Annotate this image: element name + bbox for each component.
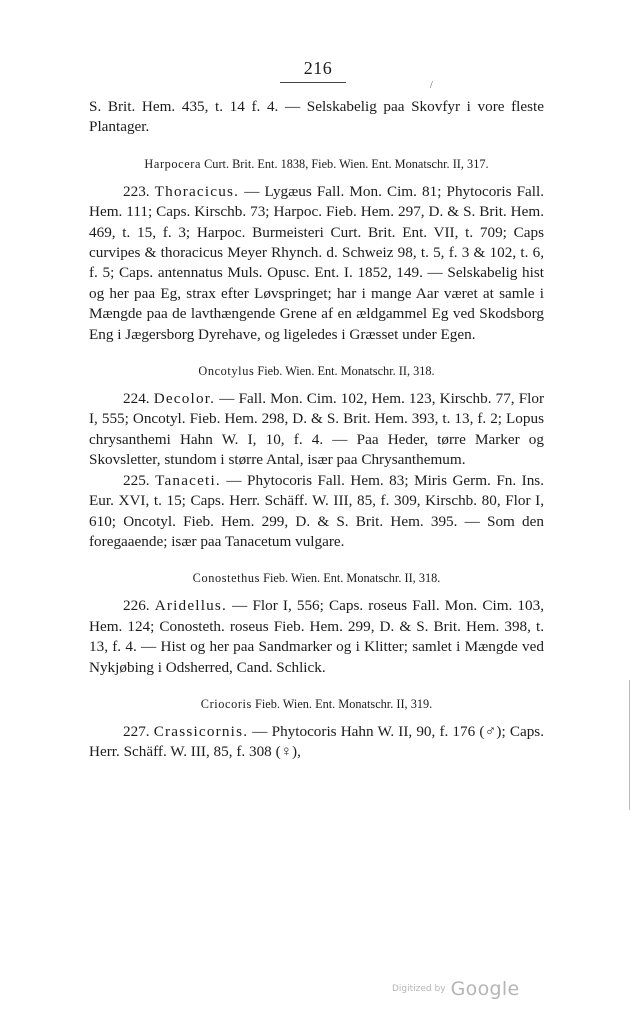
watermark-small-text: Digitized by	[392, 984, 446, 994]
genus-name: Criocoris	[200, 696, 252, 711]
google-watermark	[392, 978, 562, 1000]
genus-heading-oncotylus: Oncotylus Fieb. Wien. Ent. Monatschr. II, 318.	[198, 364, 435, 379]
species-name: Thoracicus.	[154, 182, 240, 200]
paragraph-continuation: S. Brit. Hem. 435, t. 14 f. 4. — Selskabelig paa Skovfyr i vore fleste Plantager.	[89, 98, 544, 136]
entry-text: — Fall. Mon. Cim. 102, Hem. 123, Kirschb. 77, Flor I, 555; Oncotyl. Fieb. Hem. 298, D. & S. Brit. Hem. 393, t. 13, f. 2; Lopus chrysanthemi Hahn W. I, 10, f. 4. — Paa Heder, tørre Marker og Skovsletter, stundom i større Antal, især paa Chrysanthemum.	[89, 390, 545, 469]
species-entry-223	[89, 182, 544, 345]
genus-heading-conostethus: Conostethus Fieb. Wien. Ent. Monatschr. II, 318.	[192, 571, 441, 586]
genus-name: Harpocera	[144, 156, 202, 171]
entry-number: 227.	[123, 722, 150, 740]
species-entry-225	[89, 471, 544, 553]
species-entry-227	[89, 722, 544, 763]
entry-number: 224.	[123, 390, 150, 408]
species-entry-224	[89, 389, 544, 471]
genus-heading-criocoris: Criocoris Fieb. Wien. Ent. Monatschr. II, 319.	[200, 696, 433, 711]
entry-text: — Phytocoris Fall. Hem. 83; Miris Germ. Fn. Ins. Eur. XVI, t. 15; Caps. Herr. Schäff. W. III, 85, f. 309, Kirschb. 80, Flor I, 610; Oncotyl. Fieb. Hem. 299, D. & S. Brit. Hem. 395. — Som den foregaaende; især paa Tanacetum vulgare.	[89, 471, 544, 550]
species-name: Crassicornis.	[153, 722, 249, 740]
entry-text: — Lygæus Fall. Mon. Cim. 81; Phytocoris Fall. Hem. 111; Caps. Kirschb. 73; Harpoc. Fieb. Hem. 297, D. & S. Brit. Hem. 469, t. 15, f. 3; Harpoc. Burmeisteri Curt. Brit. Ent. VII, t. 709; Caps curvipes & thoracicus Meyer Rhynch. d. Schweiz 98, t. 5, f. 3 & 102, t. 6, f. 5; Caps. antennatus Muls. Opusc. Ent. I. 1852, 149. — Selskabelig hist og her paa Eg, strax efter Løvspringet; har i mange Aar været at samle i Mængde paa de lavthængende Grene af en ældgammel Eg ved Skodsborg Eng i Jægersborg Dyrehave, og ligeledes i Græsset under Egen.	[89, 182, 544, 343]
genus-name: Conostethus	[192, 571, 261, 586]
page-number: 216	[303, 58, 333, 78]
entry-number: 223.	[123, 182, 150, 200]
watermark-logo-text: Google	[450, 978, 520, 1000]
page-number-rule	[280, 82, 346, 83]
species-name: Aridellus.	[154, 597, 228, 615]
species-name: Tanaceti.	[155, 471, 221, 489]
margin-tick-mark: /	[430, 80, 433, 91]
genus-name: Oncotylus	[198, 364, 255, 379]
page-content	[89, 97, 544, 763]
entry-number: 225.	[123, 471, 150, 489]
scan-edge-line	[629, 680, 630, 810]
entry-text: — Phytocoris Hahn W. II, 90, f. 176 (♂); Caps. Herr. Schäff. W. III, 85, f. 308 (♀),	[89, 722, 544, 761]
species-entry-226	[89, 596, 544, 678]
entry-text: — Flor I, 556; Caps. roseus Fall. Mon. Cim. 103, Hem. 124; Conosteth. roseus Fieb. Hem. 299, D. & S. Brit. Hem. 398, t. 13, f. 4. — Hist og her paa Sandmarker og i Klitter; samlet i Mængde ved Nykjøbing i Odsherred, Cand. Schlick.	[89, 597, 544, 676]
species-name: Decolor.	[153, 390, 216, 408]
entry-number: 226.	[123, 597, 150, 615]
genus-heading-harpocera: Harpocera Curt. Brit. Ent. 1838, Fieb. Wien. Ent. Monatschr. II, 317.	[144, 156, 489, 171]
